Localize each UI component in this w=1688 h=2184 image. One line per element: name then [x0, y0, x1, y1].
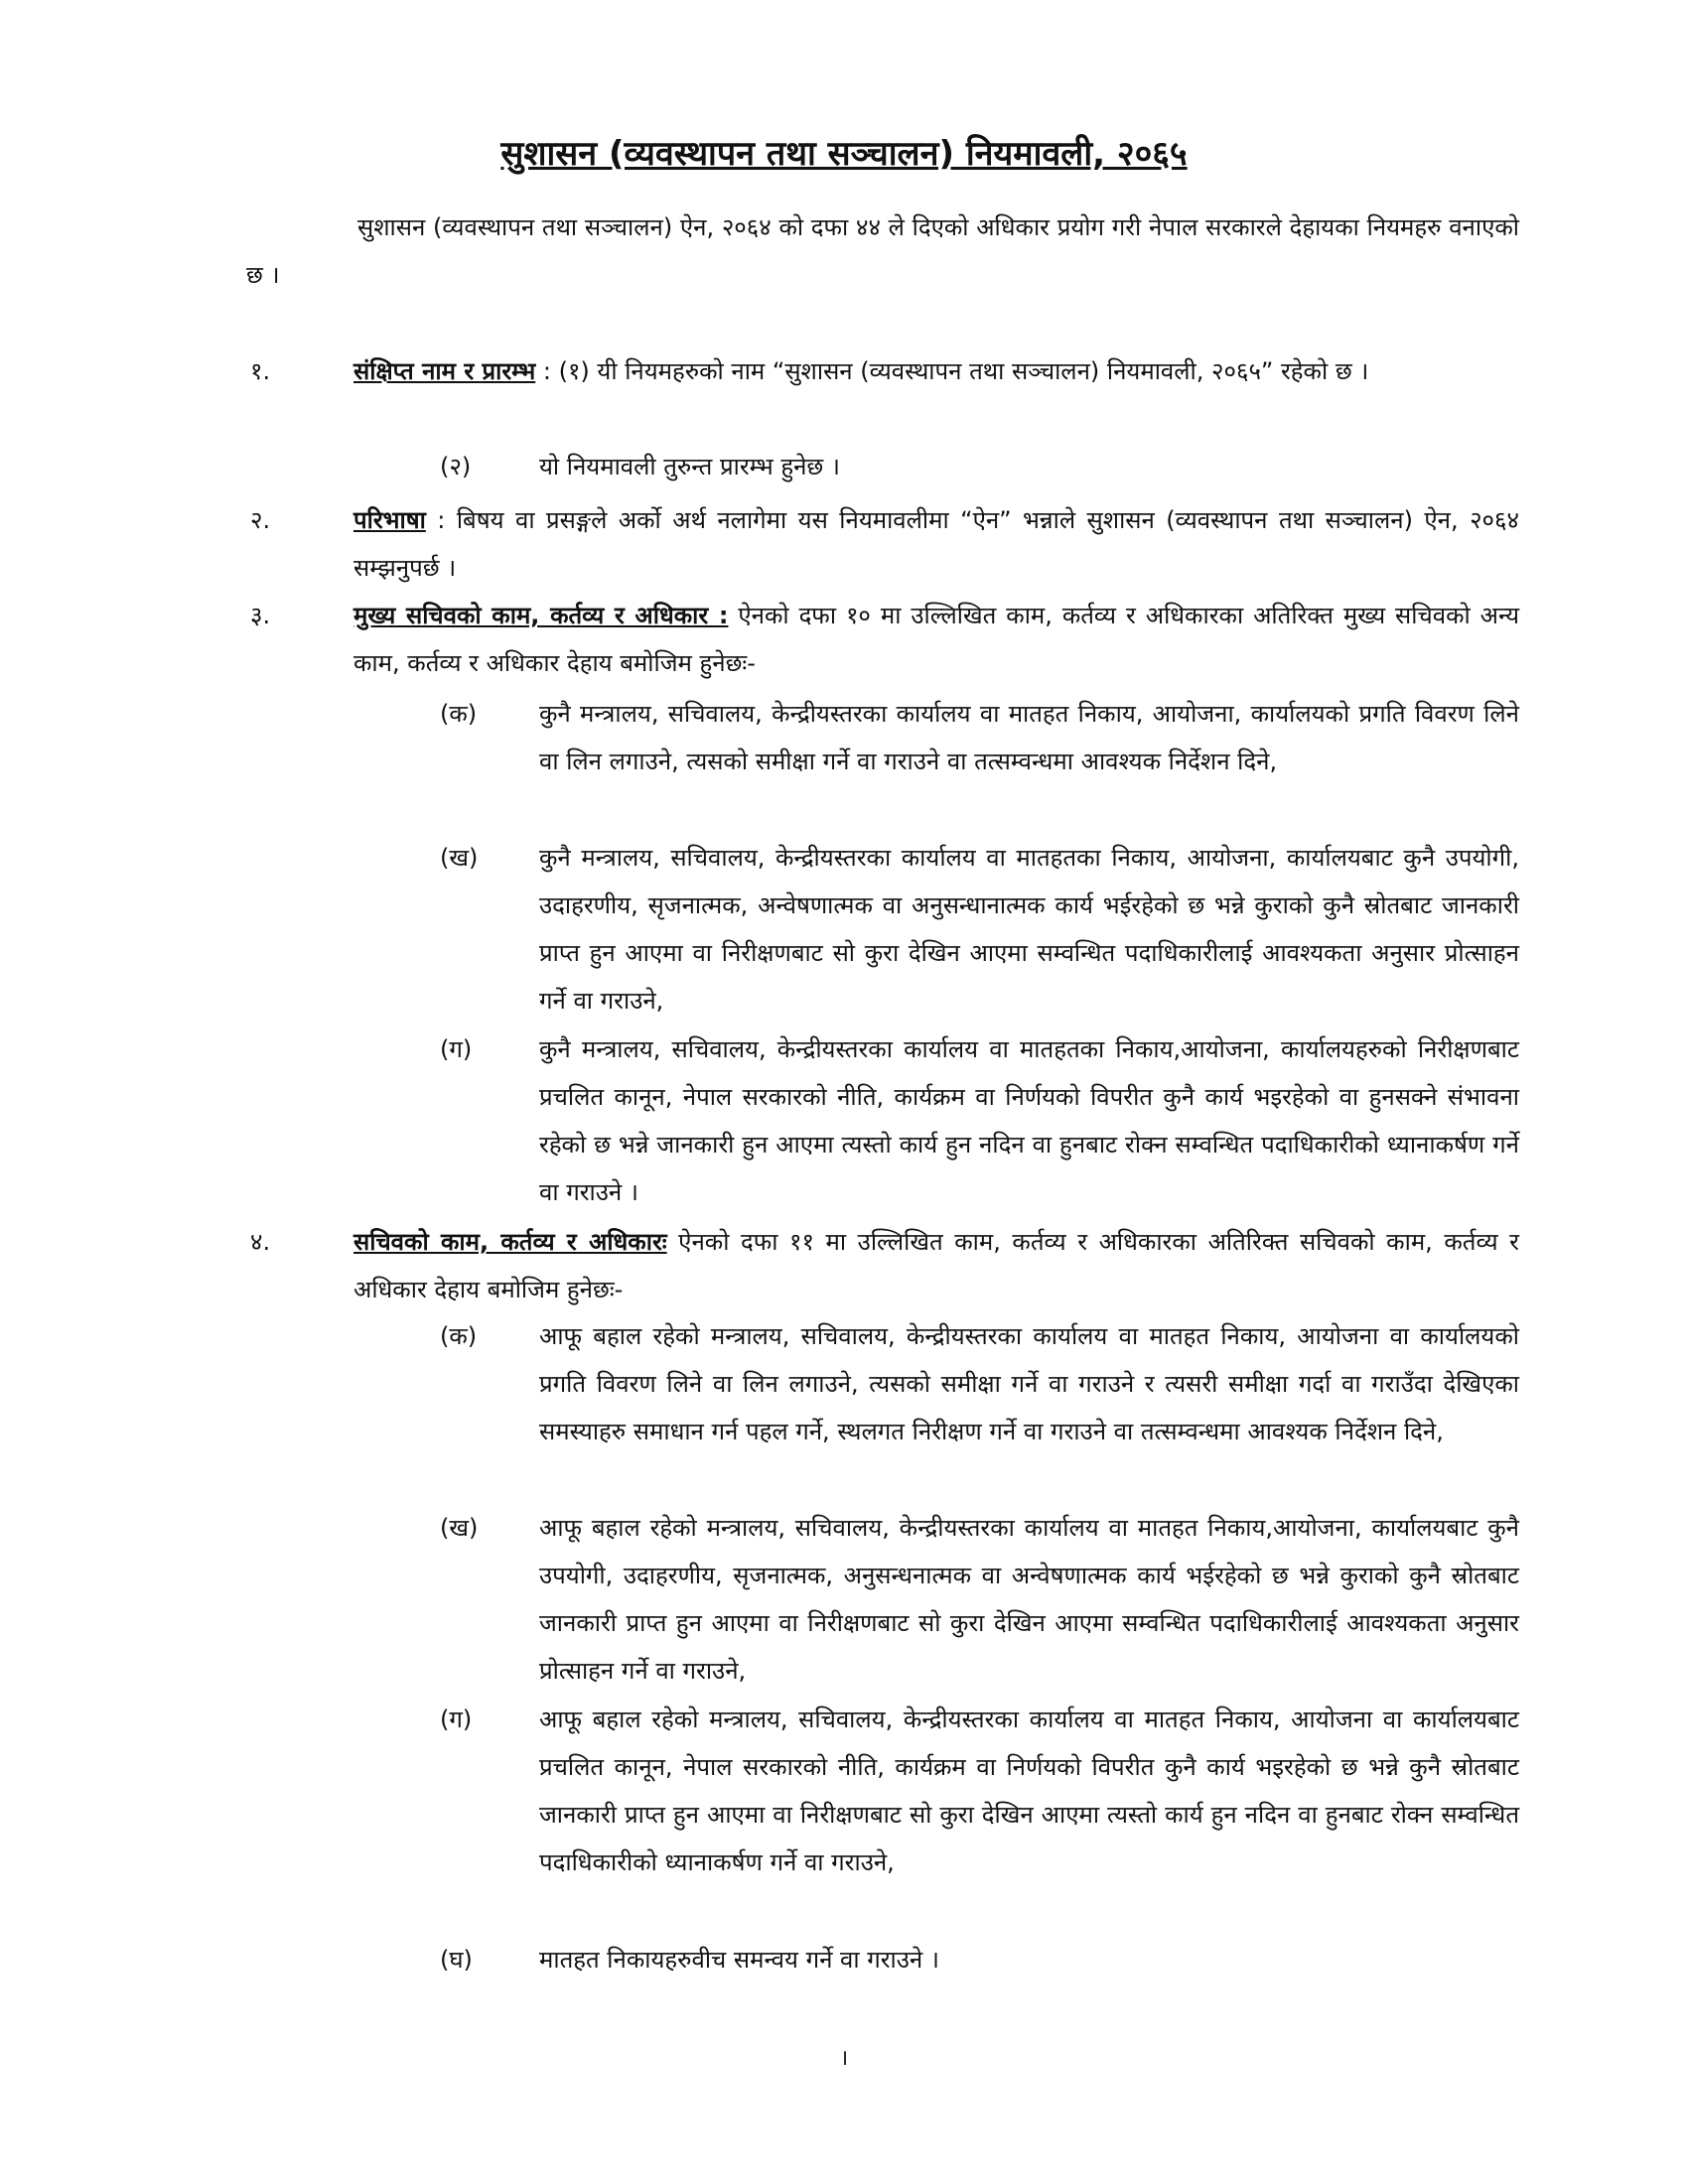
section-heading: मुख्य सचिवको काम, कर्तव्य र अधिकार :	[353, 602, 729, 629]
page-number: ।	[839, 2046, 849, 2071]
subclause-number: (ग)	[440, 1706, 473, 1733]
subclause-number: (ग)	[440, 1035, 473, 1063]
subclause-text: कुनै मन्त्रालय, सचिवालय, केन्द्रीयस्तरका कार्यालय वा मातहतका निकाय,आयोजना, कार्यालयहरुको निरीक्षणबाट प्रचलित कानून, नेपाल सरकारको नीति, कार्यक्रम वा निर्णयको विपरीत कुनै कार्य भइरहेको वा हुनसक्ने संभावना रहेको छ भन्ने जानकारी हुन आएमा त्यस्तो कार्य हुन नदिन वा हुनबाट रोक्न सम्वन्धित पदाधिकारीको ध्यानाकर्षण गर्ने वा गराउने ।	[539, 1035, 1519, 1206]
subclause-text: कुनै मन्त्रालय, सचिवालय, केन्द्रीयस्तरका कार्यालय वा मातहतका निकाय, आयोजना, कार्यालयबाट कुनै उपयोगी, उदाहरणीय, सृजनात्मक, अन्वेषणात्मक वा अनुसन्धानात्मक कार्य भईरहेको छ भन्ने कुराको कुनै स्रोतबाट जानकारी प्राप्त हुन आएमा वा निरीक्षणबाट सो कुरा देखिन आएमा सम्वन्धित पदाधिकारीलाई आवश्यकता अनुसार प्रोत्साहन गर्ने वा गराउने,	[539, 844, 1519, 1015]
preamble-paragraph: सुशासन (व्यवस्थापन तथा सञ्चालन) ऐन, २०६४ को दफा ४४ ले दिएको अधिकार प्रयोग गरी नेपाल सरकारले देहायका नियमहरु वनाएको छ ।	[246, 213, 1519, 289]
section-text	[353, 496, 1519, 592]
document-title	[0, 129, 1688, 179]
section-body: ऐनको दफा ११ मा उल्लिखित काम, कर्तव्य र अधिकारका अतिरिक्त सचिवको काम, कर्तव्य र अधिकार देहाय बमोजिम हुनेछः-	[353, 1228, 1519, 1303]
section-body: : (१) यी नियमहरुको नाम “सुशासन (व्यवस्थापन तथा सञ्चालन) नियमावली, २०६५” रहेको छ ।	[535, 357, 1369, 385]
subclause-number: (ख)	[440, 844, 479, 872]
section-number: १.	[250, 357, 271, 385]
section-text	[353, 1218, 1519, 1313]
subclause-text: यो नियमावली तुरुन्त प्रारम्भ हुनेछ ।	[539, 453, 840, 480]
subclause-text: आफू बहाल रहेको मन्त्रालय, सचिवालय, केन्द्रीयस्तरका कार्यालय वा मातहत निकाय,आयोजना, कार्यालयबाट कुनै उपयोगी, उदाहरणीय, सृजनात्मक, अनुसन्धनात्मक वा अन्वेषणात्मक कार्य भईरहेको छ भन्ने कुराको कुनै स्रोतबाट जानकारी प्राप्त हुन आएमा वा निरीक्षणबाट सो कुरा देखिन आएमा सम्वन्धित पदाधिकारीलाई आवश्यकता अनुसार प्रोत्साहन गर्ने वा गराउने,	[539, 1514, 1519, 1685]
section-number: ३.	[250, 602, 271, 629]
subclause-text: आफू बहाल रहेको मन्त्रालय, सचिवालय, केन्द्रीयस्तरका कार्यालय वा मातहत निकाय, आयोजना वा कार्यालयबाट प्रचलित कानून, नेपाल सरकारको नीति, कार्यक्रम वा निर्णयको विपरीत कुनै कार्य भइरहेको छ भन्ने कुनै स्रोतबाट जानकारी प्राप्त हुन आएमा वा निरीक्षणबाट सो कुरा देखिन आएमा त्यस्तो कार्य हुन नदिन वा हुनबाट रोक्न सम्वन्धित पदाधिकारीको ध्यानाकर्षण गर्ने वा गराउने,	[539, 1706, 1519, 1876]
section-heading: संक्षिप्त नाम र प्रारम्भ	[353, 357, 536, 385]
subclause-text: मातहत निकायहरुवीच समन्वय गर्ने वा गराउने ।	[539, 1946, 939, 1974]
subclause-number: (क)	[440, 700, 478, 728]
section-text	[353, 347, 1519, 395]
section-heading: परिभाषा	[353, 506, 426, 534]
subclause-number: (ख)	[440, 1514, 479, 1542]
subclause-number: (घ)	[440, 1946, 473, 1974]
section-number: २.	[250, 506, 271, 534]
subclause-text: आफू बहाल रहेको मन्त्रालय, सचिवालय, केन्द्रीयस्तरका कार्यालय वा मातहत निकाय, आयोजना वा कार्यालयको प्रगति विवरण लिने वा लिन लगाउने, त्यसको समीक्षा गर्ने वा गराउने र त्यसरी समीक्षा गर्दा वा गराउँदा देखिएका समस्याहरु समाधान गर्न पहल गर्ने, स्थलगत निरीक्षण गर्ने वा गराउने वा तत्सम्वन्धमा आवश्यक निर्देशन दिने,	[539, 1322, 1519, 1445]
section-heading: सचिवको काम, कर्तव्य र अधिकारः	[353, 1228, 667, 1256]
subclause-text: कुनै मन्त्रालय, सचिवालय, केन्द्रीयस्तरका कार्यालय वा मातहत निकाय, आयोजना, कार्यालयको प्रगति विवरण लिने वा लिन लगाउने, त्यसको समीक्षा गर्ने वा गराउने वा तत्सम्वन्धमा आवश्यक निर्देशन दिने,	[539, 700, 1519, 775]
section-text	[353, 592, 1519, 687]
subclause-number: (२)	[440, 453, 472, 480]
subclause-number: (क)	[440, 1322, 478, 1350]
section-body: : बिषय वा प्रसङ्गले अर्को अर्थ नलागेमा यस नियमावलीमा “ऐन” भन्नाले सुशासन (व्यवस्थापन तथा सञ्चालन) ऐन, २०६४ सम्झनुपर्छ ।	[353, 506, 1519, 582]
section-body: ऐनको दफा १० मा उल्लिखित काम, कर्तव्य र अधिकारका अतिरिक्त मुख्य सचिवको अन्य काम, कर्तव्य र अधिकार देहाय बमोजिम हुनेछः-	[353, 602, 1519, 677]
title-text: सुशासन (व्यवस्थापन तथा सञ्चालन) नियमावली, २०६५	[500, 134, 1188, 174]
section-number: ४.	[250, 1228, 271, 1256]
